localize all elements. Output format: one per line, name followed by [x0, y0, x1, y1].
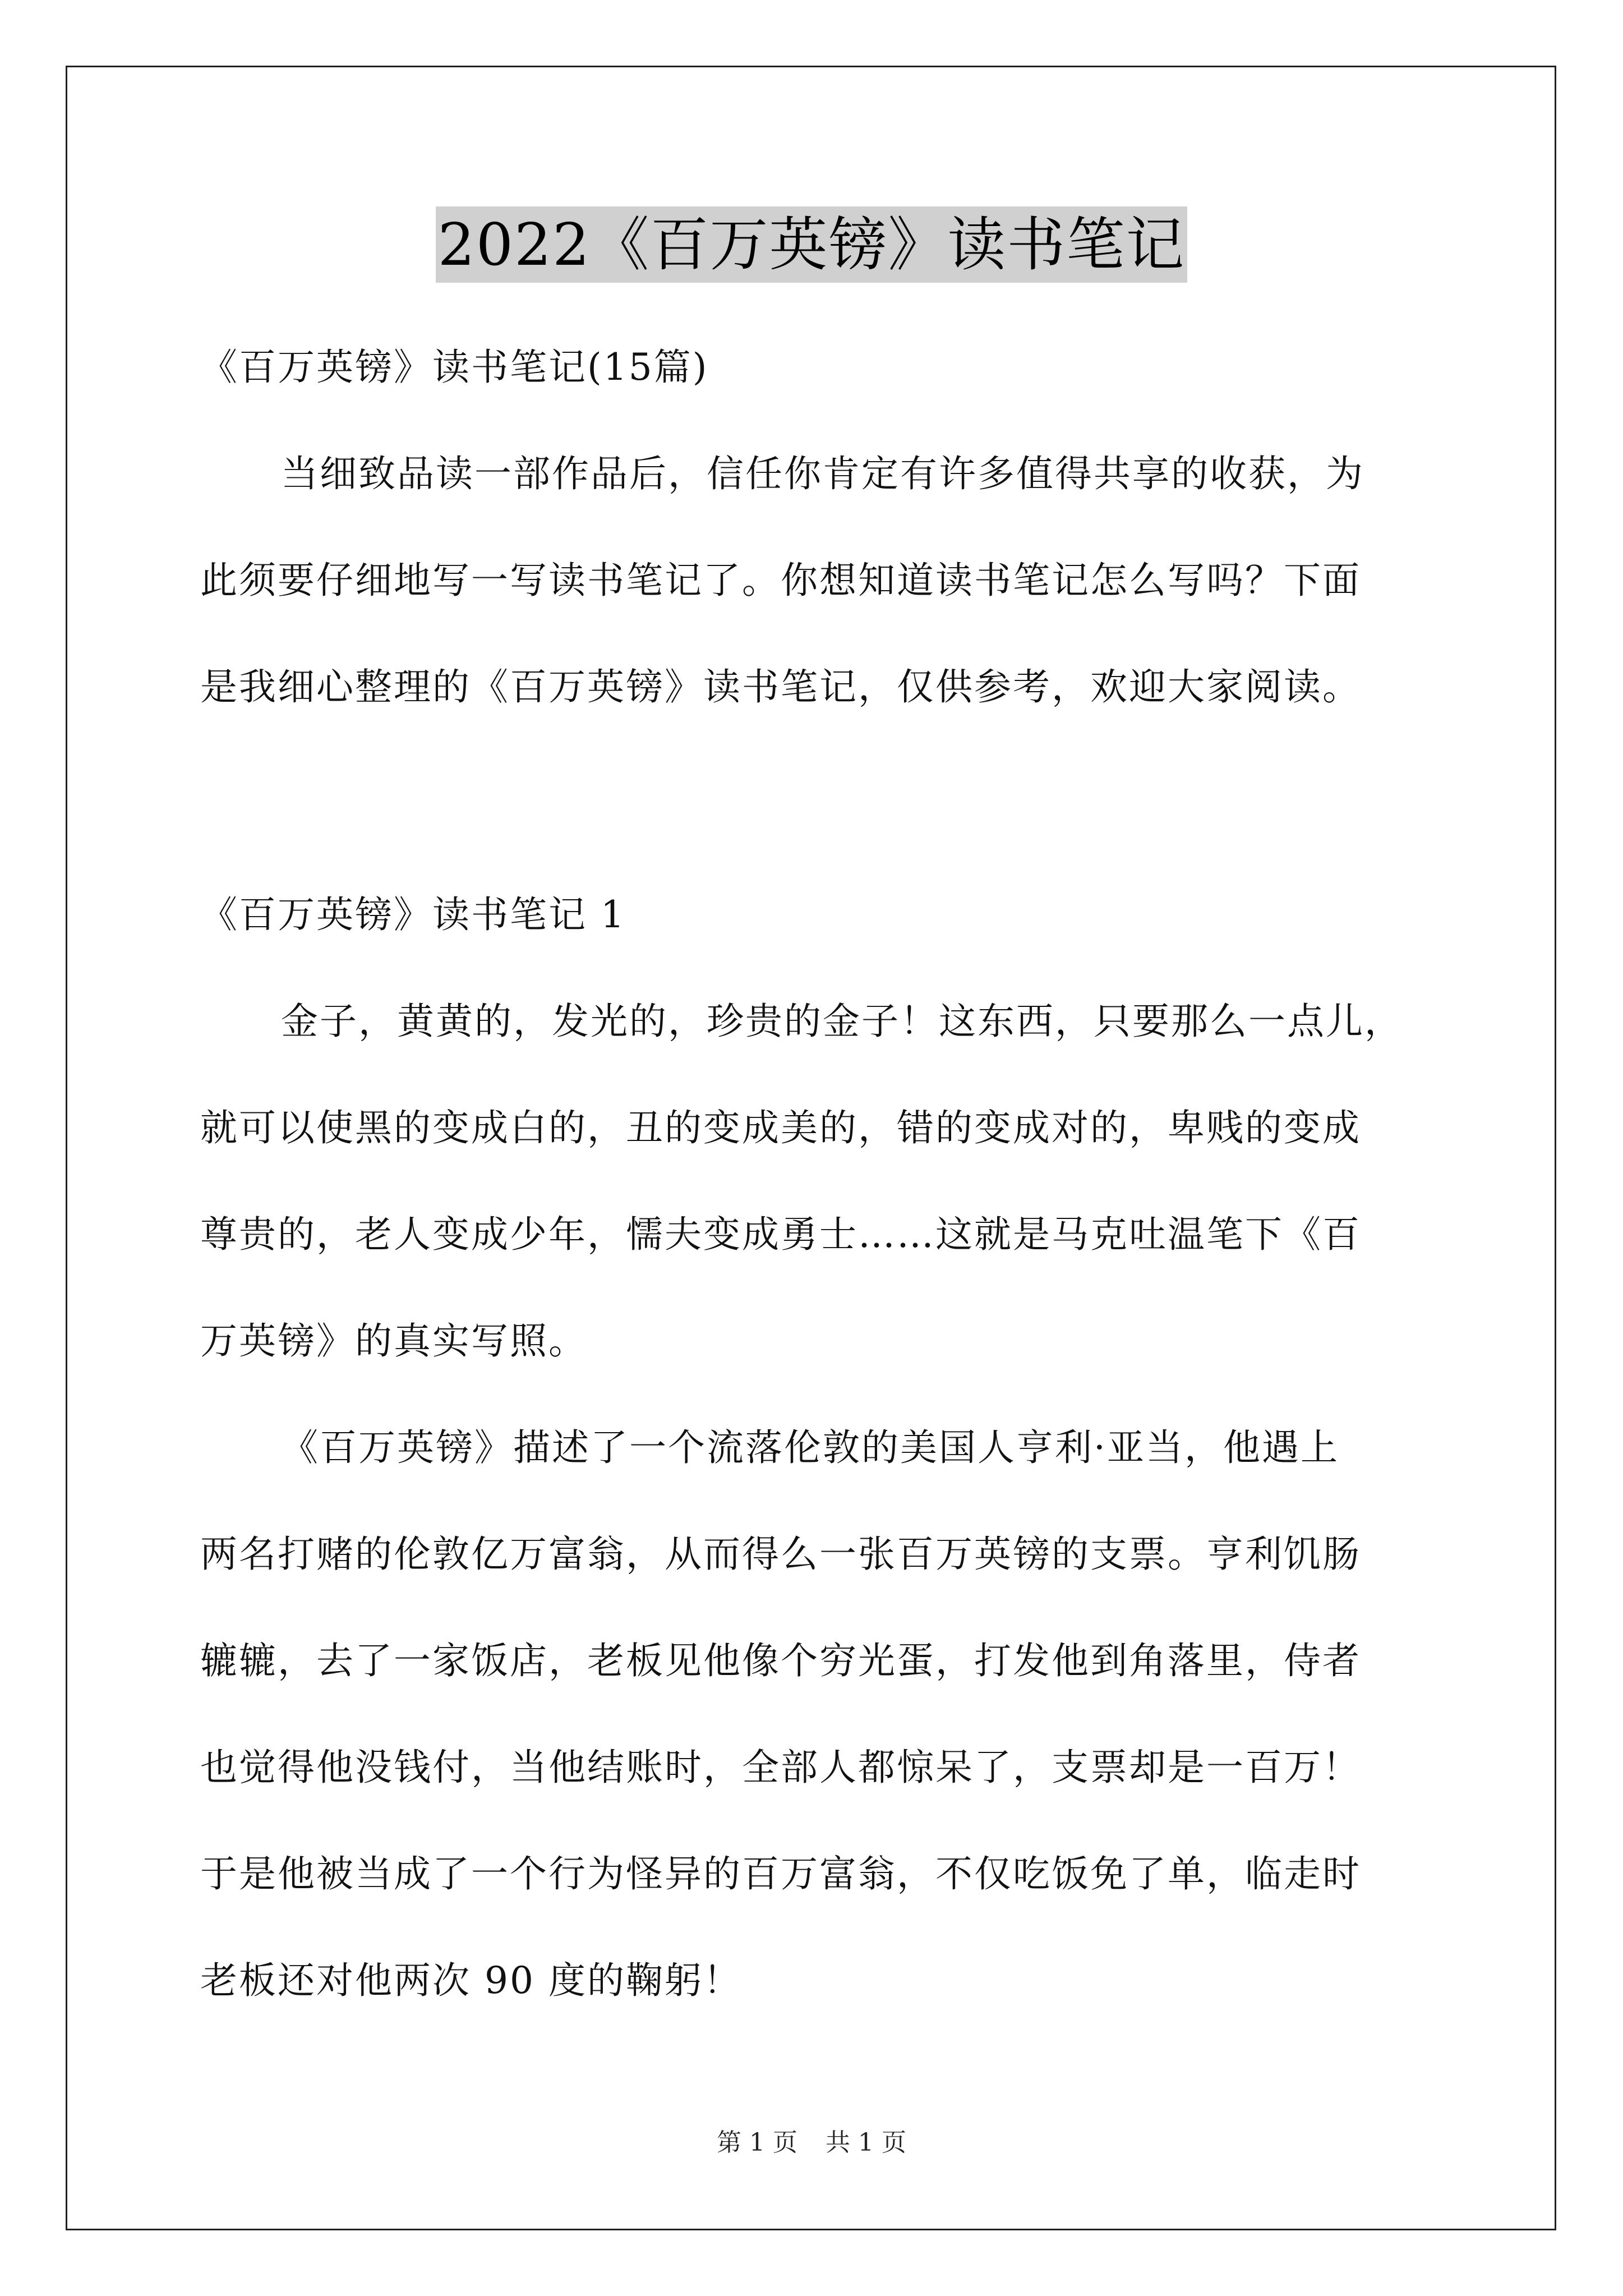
intro-line: 此须要仔细地写一写读书笔记了。你想知道读书笔记怎么写吗？下面	[200, 559, 1361, 602]
paragraph-line: 就可以使黑的变成白的，丑的变成美的，错的变成对的，卑贱的变成	[200, 1106, 1361, 1149]
paragraph-line: 也觉得他没钱付，当他结账时，全部人都惊呆了，支票却是一百万！	[200, 1746, 1361, 1789]
title-container	[0, 206, 1623, 283]
document-body	[200, 314, 1423, 740]
paragraph-line: 尊贵的，老人变成少年，懦夫变成勇士……这就是马克吐温笔下《百	[200, 1213, 1361, 1256]
paragraph-line: 辘辘，去了一家饭店，老板见他像个穷光蛋，打发他到角落里，侍者	[200, 1639, 1361, 1682]
page-number: 第 1 页	[717, 2128, 797, 2157]
section-heading: 《百万英镑》读书笔记 1	[200, 893, 626, 936]
intro-line: 当细致品读一部作品后，信任你肯定有许多值得共享的收获，为	[281, 452, 1364, 495]
paragraph-line: 于是他被当成了一个行为怪异的百万富翁，不仅吃饭免了单，临走时	[200, 1852, 1361, 1895]
paragraph-line: 金子，黄黄的，发光的，珍贵的金子！这东西，只要那么一点儿，	[281, 1000, 1403, 1043]
paragraph-line: 两名打赌的伦敦亿万富翁，从而得么一张百万英镑的支票。亨利饥肠	[200, 1533, 1361, 1576]
page-footer	[0, 2126, 1623, 2160]
document-subtitle: 《百万英镑》读书笔记(15篇)	[200, 346, 709, 389]
paragraph-line: 《百万英镑》描述了一个流落伦敦的美国人亨利·亚当，他遇上	[281, 1426, 1339, 1469]
document-title: 2022《百万英镑》读书笔记	[436, 206, 1188, 283]
section-1	[200, 862, 1423, 2034]
page-total: 共 1 页	[826, 2128, 906, 2157]
intro-line: 是我细心整理的《百万英镑》读书笔记，仅供参考，欢迎大家阅读。	[200, 665, 1361, 708]
paragraph-line: 万英镑》的真实写照。	[200, 1319, 587, 1363]
paragraph-line: 老板还对他两次 90 度的鞠躬！	[200, 1959, 742, 2002]
